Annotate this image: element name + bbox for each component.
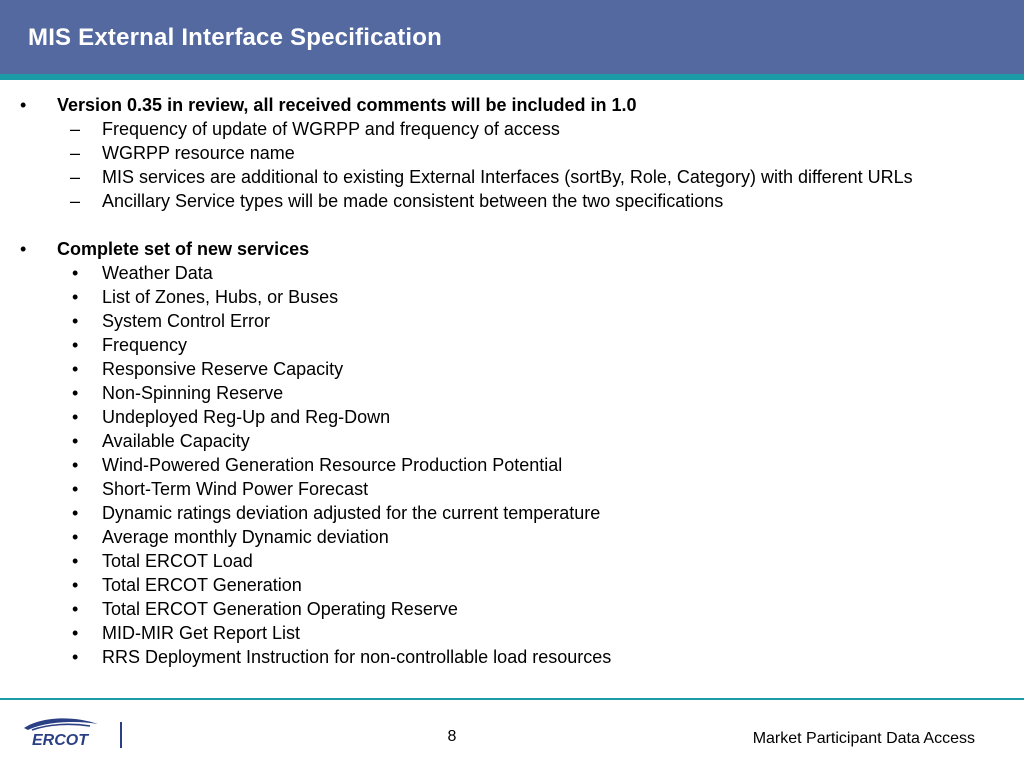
list-item-text: Dynamic ratings deviation adjusted for the current temperature xyxy=(102,503,601,523)
list-item-text: System Control Error xyxy=(102,311,271,331)
slide-content xyxy=(0,93,1024,669)
bullet-marker: • xyxy=(72,335,79,355)
bullet-marker: • xyxy=(72,647,79,667)
list-item xyxy=(0,285,1024,309)
list-item xyxy=(0,477,1024,501)
section-heading-text: Complete set of new services xyxy=(57,239,310,259)
list-item xyxy=(0,549,1024,573)
list-item-text: Total ERCOT Generation Operating Reserve xyxy=(102,599,458,619)
list-item-text: Undeployed Reg-Up and Reg-Down xyxy=(102,407,391,427)
list-item-text: Wind-Powered Generation Resource Production Potential xyxy=(102,455,563,475)
list-item xyxy=(0,117,1024,141)
list-item-text: List of Zones, Hubs, or Buses xyxy=(102,287,339,307)
bullet-marker: • xyxy=(72,407,79,427)
list-item xyxy=(0,405,1024,429)
list-item xyxy=(0,429,1024,453)
list-item-text: MIS services are additional to existing External Interfaces (sortBy, Role, Category) with different URLs xyxy=(102,167,913,187)
list-item-text: Total ERCOT Load xyxy=(102,551,253,571)
list-item-text: Total ERCOT Generation xyxy=(102,575,302,595)
list-item xyxy=(0,357,1024,381)
slide-title: MIS External Interface Specification xyxy=(28,24,442,51)
dash-marker: – xyxy=(70,119,81,139)
bullet-marker: • xyxy=(72,263,79,283)
bullet-marker: • xyxy=(72,431,79,451)
footer-divider xyxy=(0,698,1024,700)
list-item xyxy=(0,333,1024,357)
list-item-text: MID-MIR Get Report List xyxy=(102,623,301,643)
bullet-marker: • xyxy=(72,383,79,403)
list-item-text: Frequency of update of WGRPP and frequency of access xyxy=(102,119,560,139)
list-item xyxy=(0,189,1024,213)
bullet-marker: • xyxy=(72,527,79,547)
list-item-text: Short-Term Wind Power Forecast xyxy=(102,479,369,499)
list-item xyxy=(0,597,1024,621)
dash-marker: – xyxy=(70,167,81,187)
list-item xyxy=(0,381,1024,405)
list-item xyxy=(0,621,1024,645)
bullet-marker: • xyxy=(72,623,79,643)
logo-text: ERCOT xyxy=(32,732,88,749)
list-item-text: Available Capacity xyxy=(102,431,250,451)
section-spacer xyxy=(0,213,1024,237)
list-item xyxy=(0,309,1024,333)
list-item-text: Weather Data xyxy=(102,263,213,283)
list-item-text: Average monthly Dynamic deviation xyxy=(102,527,389,547)
bullet-marker: • xyxy=(72,503,79,523)
list-item xyxy=(0,645,1024,669)
bullet-marker: • xyxy=(72,575,79,595)
section-heading-text: Version 0.35 in review, all received comments will be included in 1.0 xyxy=(57,95,637,115)
footer-title: Market Participant Data Access xyxy=(752,730,975,747)
logo-divider xyxy=(120,722,122,748)
list-item-text: Non-Spinning Reserve xyxy=(102,383,284,403)
title-accent-stripe xyxy=(0,74,1024,80)
list-item-text: RRS Deployment Instruction for non-controllable load resources xyxy=(102,647,612,667)
list-item xyxy=(0,165,1024,189)
list-item xyxy=(0,525,1024,549)
page-number: 8 xyxy=(447,728,457,745)
ercot-logo xyxy=(18,714,102,750)
bullet-marker: • xyxy=(72,479,79,499)
section-heading xyxy=(0,93,1024,117)
list-item xyxy=(0,141,1024,165)
bullet-marker: • xyxy=(72,599,79,619)
list-item-text: WGRPP resource name xyxy=(102,143,295,163)
list-item-text: Frequency xyxy=(102,335,188,355)
dash-marker: – xyxy=(70,143,81,163)
bullet-marker: • xyxy=(72,311,79,331)
list-item-text: Ancillary Service types will be made consistent between the two specifications xyxy=(102,191,724,211)
list-item xyxy=(0,501,1024,525)
list-item xyxy=(0,573,1024,597)
bullet-marker: • xyxy=(72,551,79,571)
bullet-marker: • xyxy=(20,239,27,259)
list-item xyxy=(0,261,1024,285)
bullet-marker: • xyxy=(72,287,79,307)
list-item xyxy=(0,453,1024,477)
bullet-marker: • xyxy=(20,95,27,115)
list-item-text: Responsive Reserve Capacity xyxy=(102,359,344,379)
bullet-marker: • xyxy=(72,359,79,379)
dash-marker: – xyxy=(70,191,81,211)
section-heading xyxy=(0,237,1024,261)
bullet-marker: • xyxy=(72,455,79,475)
